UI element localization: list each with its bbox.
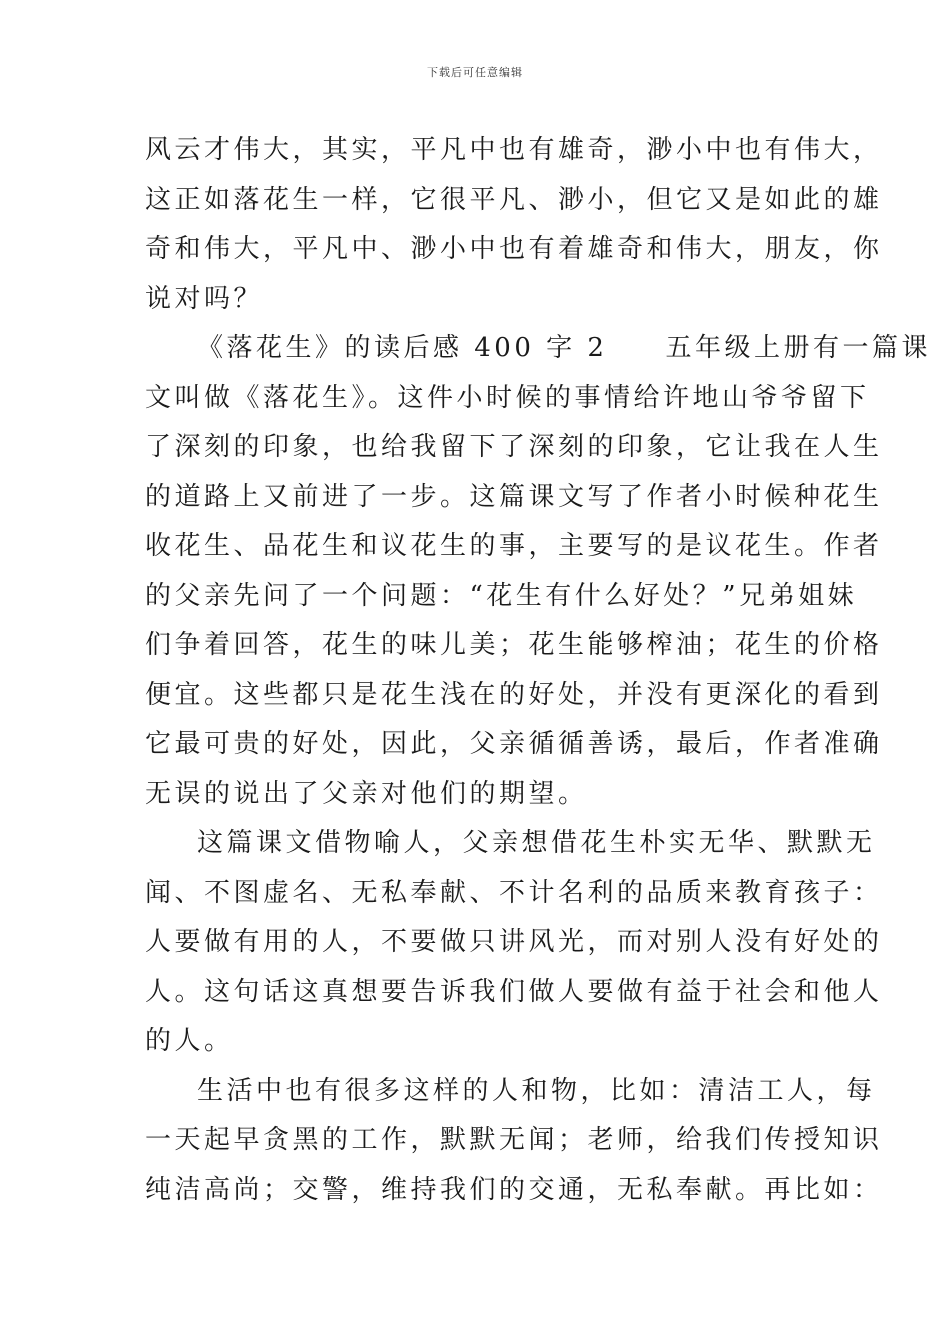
text-line: 们争着回答，花生的味儿美；花生能够榨油；花生的价格: [145, 630, 883, 660]
text-line: 这篇课文借物喻人，父亲想借花生朴实无华、默默无: [197, 828, 876, 858]
paragraph-4: [145, 1067, 883, 1216]
text-line: 一天起早贪黑的工作，默默无闻；老师，给我们传授知识: [145, 1125, 883, 1155]
text-line: 便宜。这些都只是花生浅在的好处，并没有更深化的看到: [145, 679, 883, 710]
text-line: 闻、不图虚名、无私奉献、不计名利的品质来教育孩子：: [145, 877, 883, 908]
essay-title: 《落花生》的读后感 400 字 2: [197, 333, 608, 363]
text-line: 人要做有用的人，不要做只讲风光，而对别人没有好处的: [145, 927, 883, 957]
text-line-rest: 五年级上册有一篇课: [665, 333, 931, 363]
text-line: 的人。: [145, 1026, 234, 1056]
text-line: 奇和伟大，平凡中、渺小中也有着雄奇和伟大，朋友，你: [145, 234, 883, 264]
text-line: 文叫做《落花生》。这件小时候的事情给许地山爷爷留下: [145, 382, 870, 413]
paragraph-2: [145, 324, 931, 819]
page-header: 下载后可任意编辑: [427, 66, 523, 79]
paragraph-1: [145, 126, 883, 324]
text-line: 收花生、品花生和议花生的事，主要写的是议花生。作者: [145, 531, 883, 561]
text-line: 它最可贵的好处，因此，父亲循循善诱，最后，作者准确: [145, 729, 883, 759]
text-line: [145, 324, 931, 374]
text-line: 的父亲先问了一个问题：“花生有什么好处？”兄弟姐妹: [145, 580, 858, 611]
text-line: 风云才伟大，其实，平凡中也有雄奇，渺小中也有伟大，: [145, 135, 883, 165]
text-line: 无误的说出了父亲对他们的期望。: [145, 778, 588, 809]
text-line: 了深刻的印象，也给我留下了深刻的印象，它让我在人生: [145, 432, 883, 462]
text-line: 这正如落花生一样，它很平凡、渺小，但它又是如此的雄: [145, 184, 883, 215]
paragraph-3: [145, 819, 883, 1067]
text-line: 的道路上又前进了一步。这篇课文写了作者小时候种花生: [145, 481, 883, 512]
text-line: 说对吗？: [145, 283, 264, 314]
text-line: 生活中也有很多这样的人和物，比如：清洁工人，每: [197, 1075, 876, 1106]
document-body: [145, 126, 931, 1215]
text-line: 人。这句话这真想要告诉我们做人要做有益于社会和他人: [145, 976, 883, 1007]
text-line: 纯洁高尚；交警，维持我们的交通，无私奉献。再比如：: [145, 1174, 883, 1205]
